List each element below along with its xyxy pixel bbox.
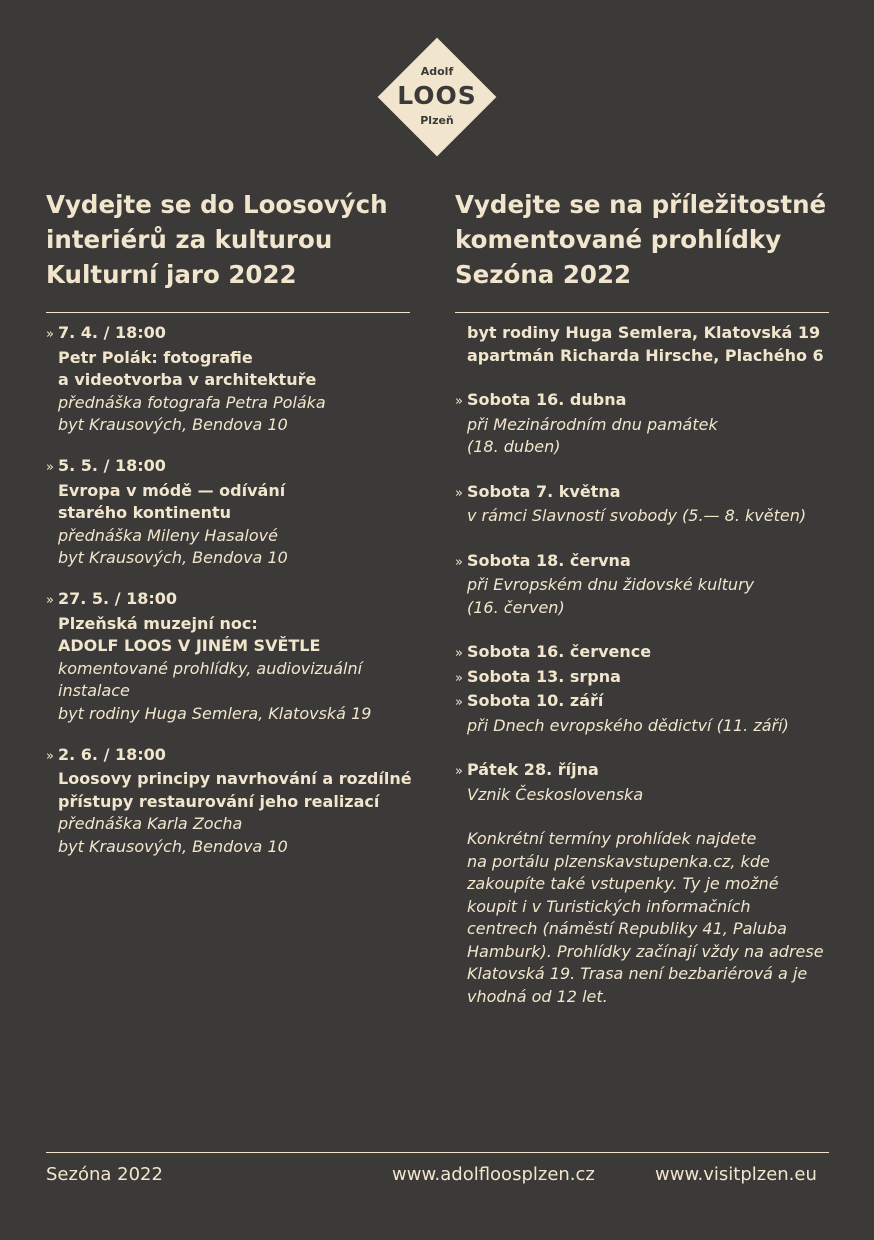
bullet-icon: » [455,695,463,710]
event-date: 7. 4. / 18:00 [58,323,166,342]
tour-item [455,641,845,737]
tour-detail: Vznik Československa [467,784,644,804]
tour-detail: (18. duben) [467,437,561,456]
tour-date-row [455,690,845,715]
event-venue: byt Krausových, Bendova 10 [58,548,288,567]
tour-item [455,759,845,806]
event-venue: byt Krausových, Bendova 10 [58,836,288,856]
tour-date: Sobota 7. května [467,481,621,501]
note-line: vhodná od 12 let. [467,986,608,1006]
lecture-list [46,322,416,877]
event-venue: byt Krausových, Bendova 10 [58,415,288,434]
tour-date-row [455,389,845,414]
adolf-loos-logo [378,38,496,156]
venue-item: byt rodiny Huga Semlera, Klatovská 19 [467,323,821,342]
event-date-row [46,744,416,769]
logo-line-3: Plzeň [420,114,454,127]
logo-line-1: Adolf [420,65,454,78]
right-title-line: Vydejte se na příležitostné [455,190,827,219]
event-title: přístupy restaurování jeho realizací [58,791,380,811]
event-date: 27. 5. / 18:00 [58,589,178,608]
venue-item: apartmán Richarda Hirsche, Plachého 6 [467,345,824,365]
tour-detail: při Evropském dnu židovské kultury [467,575,755,594]
bullet-icon: » [455,646,463,661]
tour-list [455,322,845,1008]
tour-date: Pátek 28. října [467,760,599,779]
bullet-icon: » [455,554,463,570]
tour-detail: (16. červen) [467,597,565,617]
event-detail: přednáška Karla Zocha [58,814,243,833]
tour-date-row [455,481,845,506]
tour-item [455,550,845,620]
note-line: Konkrétní termíny prohlídek najdete [467,829,757,848]
footer-season: Sezóna 2022 [46,1164,163,1185]
tour-date: Sobota 16. července [467,642,652,661]
event-title: Evropa v módě — odívání [58,480,286,500]
event-detail: instalace [58,681,130,700]
right-divider [455,312,829,313]
tour-date: Sobota 16. dubna [467,390,627,409]
tour-date: Sobota 13. srpna [467,666,621,686]
note-line: Klatovská 19. Trasa není bezbariérová a je [467,964,808,983]
event-item [46,455,416,570]
bullet-icon: » [455,394,463,409]
event-date: 2. 6. / 18:00 [58,744,166,764]
info-note [455,828,845,1008]
tour-detail: při Dnech evropského dědictví (11. září) [467,715,789,735]
tour-item [455,481,845,528]
right-column-title [455,187,835,292]
bullet-icon: » [46,748,54,764]
event-detail: přednáška fotografa Petra Poláka [58,392,326,412]
tour-detail: při Mezinárodním dnu památek [467,414,718,434]
event-title: a videotvorba v architektuře [58,370,317,389]
event-date: 5. 5. / 18:00 [58,456,166,475]
note-line: centrech (náměstí Republiky 41, Paluba [467,919,787,938]
tour-date: Sobota 10. září [467,691,604,710]
left-title-line: Vydejte se do Loosových [46,190,388,219]
venue-list [455,322,845,367]
tour-detail: v rámci Slavností svobody (5.— 8. květen) [467,506,807,525]
note-line: koupit i v Turistických informačních [467,896,751,916]
event-detail: přednáška Mileny Hasalové [58,525,278,545]
note-line: Hamburk). Prohlídky začínají vždy na adrese [467,941,824,961]
event-detail: komentované prohlídky, audiovizuální [58,658,363,678]
tour-date-row [455,666,845,691]
tour-date: Sobota 18. června [467,550,631,570]
bullet-icon: » [46,327,54,342]
tour-date-row [455,641,845,666]
left-title-line: interiérů za kulturou [46,225,333,254]
event-date-row [46,588,416,613]
logo-line-2: LOOS [397,81,477,110]
tour-date-row [455,759,845,784]
left-divider [46,312,410,313]
left-column-title [46,187,426,292]
event-title: starého kontinentu [58,503,232,522]
event-item [46,744,416,859]
right-title-line: komentované prohlídky [455,225,782,254]
bullet-icon: » [46,460,54,475]
event-title: Loosovy principy navrhování a rozdílné [58,769,412,788]
event-title: Plzeňská muzejní noc: [58,613,258,633]
bullet-icon: » [455,670,463,686]
event-title: ADOLF LOOS V JINÉM SVĚTLE [58,636,321,655]
footer-divider [46,1152,829,1153]
left-title-line: Kulturní jaro 2022 [46,260,297,289]
event-title: Petr Polák: fotografie [58,347,253,367]
footer-link-adolfloosplzen[interactable]: www.adolfloosplzen.cz [392,1164,595,1185]
event-date-row [46,322,416,347]
event-date-row [46,455,416,480]
bullet-icon: » [455,764,463,779]
event-item [46,588,416,725]
note-line: zakoupíte také vstupenky. Ty je možné [467,874,779,893]
footer-link-visitplzen[interactable]: www.visitplzen.eu [655,1164,817,1185]
tour-item [455,389,845,459]
event-item [46,322,416,437]
bullet-icon: » [455,485,463,501]
bullet-icon: » [46,593,54,608]
tour-date-row [455,550,845,575]
right-title-line: Sezóna 2022 [455,260,632,289]
event-venue: byt rodiny Huga Semlera, Klatovská 19 [58,703,372,723]
note-line: na portálu plzenskavstupenka.cz, kde [467,851,770,871]
